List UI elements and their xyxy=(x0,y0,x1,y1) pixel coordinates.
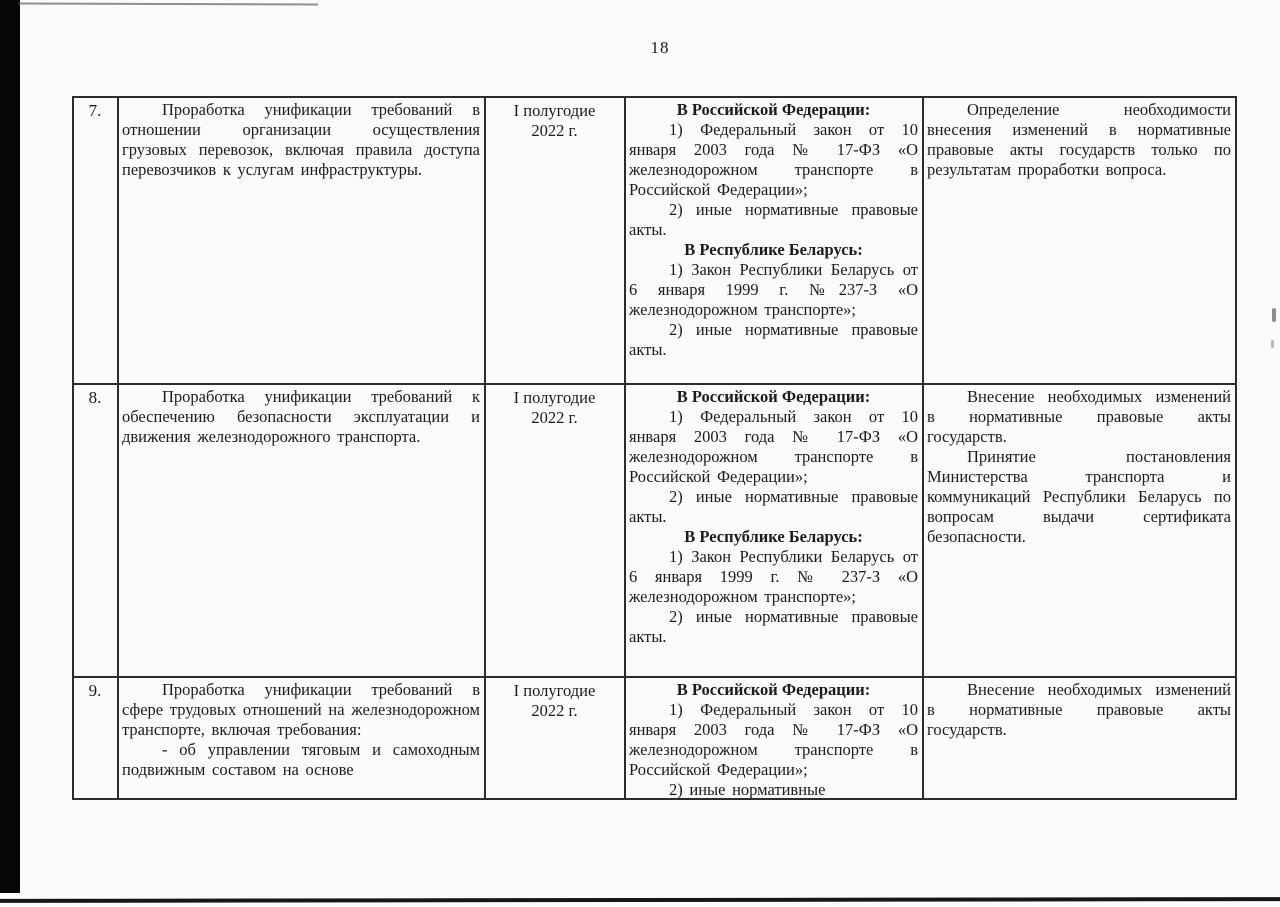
table-row xyxy=(74,676,1235,798)
scan-edge-top xyxy=(18,2,318,5)
result-paragraph: Принятие постановления Министерства транспорта и коммуникаций Республики Беларусь по вопросам выдачи сертификата безопасности. xyxy=(927,447,1231,546)
task-paragraph: Проработка унификации требований к обеспечению безопасности эксплуатации и движения железнодорожного транспорта. xyxy=(122,387,480,446)
jurisdiction-header: В Российской Федерации: xyxy=(676,680,871,699)
term-cell xyxy=(484,98,624,383)
legal-act-item: 2) иные нормативные правовые акты. xyxy=(629,487,918,526)
expected-result-cell xyxy=(922,385,1235,676)
term-line: 2022 г. xyxy=(531,408,578,427)
expected-result-cell xyxy=(922,678,1235,798)
row-number: 7. xyxy=(88,101,102,120)
term-line: 2022 г. xyxy=(531,121,578,140)
result-paragraph: Определение необходимости внесения изменений в нормативные правовые акты государств только по результатам проработки вопроса. xyxy=(927,100,1231,179)
legal-act-item: 2) иные нормативные правовые акты. xyxy=(629,320,918,359)
term-cell xyxy=(484,385,624,676)
scan-artifact xyxy=(1272,308,1276,322)
legal-act-item: 1) Закон Республики Беларусь от 6 января 1999 г. № 237-З «О железнодорожном транспорте»; xyxy=(629,547,918,606)
row-number-cell xyxy=(74,98,117,383)
legal-act-item: 1) Федеральный закон от 10 января 2003 года № 17-ФЗ «О железнодорожном транспорте в Российской Федерации»; xyxy=(629,700,918,779)
task-paragraph: - об управлении тяговым и самоходным подвижным составом на основе xyxy=(122,740,480,779)
task-cell xyxy=(117,385,484,676)
jurisdiction-header: В Российской Федерации: xyxy=(676,100,871,119)
legal-act-item: 1) Федеральный закон от 10 января 2003 года № 17-ФЗ «О железнодорожном транспорте в Российской Федерации»; xyxy=(629,120,918,199)
row-number-cell xyxy=(74,385,117,676)
legal-act-item: 1) Федеральный закон от 10 января 2003 года № 17-ФЗ «О железнодорожном транспорте в Российской Федерации»; xyxy=(629,407,918,486)
legal-act-item: 1) Закон Республики Беларусь от 6 января 1999 г. №237-З «О железнодорожном транспорте»; xyxy=(629,260,918,319)
jurisdiction-header: В Российской Федерации: xyxy=(676,387,871,406)
scan-artifact xyxy=(1271,340,1274,348)
row-number: 8. xyxy=(88,388,102,407)
legal-basis-cell xyxy=(624,98,922,383)
table-row xyxy=(74,98,1235,383)
jurisdiction-header: В Республике Беларусь: xyxy=(684,527,863,546)
legal-act-item: 2) иные нормативные правовые акты. xyxy=(629,607,918,646)
legal-act-item: 2) иные нормативные xyxy=(669,780,826,798)
jurisdiction-header: В Республике Беларусь: xyxy=(684,240,863,259)
legal-act-item: 2) иные нормативные правовые акты. xyxy=(629,200,918,239)
result-paragraph: Внесение необходимых изменений в нормативные правовые акты государств. xyxy=(927,680,1231,739)
term-line: I полугодие xyxy=(513,388,596,407)
legal-basis-cell xyxy=(624,385,922,676)
term-cell xyxy=(484,678,624,798)
task-paragraph: Проработка унификации требований в сфере трудовых отношений на железнодорожном транспорте, включая требования: xyxy=(122,680,480,739)
schedule-table xyxy=(72,96,1237,800)
term-line: I полугодие xyxy=(513,101,596,120)
task-cell xyxy=(117,678,484,798)
task-paragraph: Проработка унификации требований в отношении организации осуществления грузовых перевозок, включая правила доступа перевозчиков к услугам инфраструктуры. xyxy=(122,100,480,179)
row-number: 9. xyxy=(88,681,102,700)
table-row xyxy=(74,383,1235,676)
expected-result-cell xyxy=(922,98,1235,383)
page-number: 18 xyxy=(650,38,670,57)
task-cell xyxy=(117,98,484,383)
scan-edge-bottom xyxy=(0,897,1280,903)
row-number-cell xyxy=(74,678,117,798)
term-line: I полугодие xyxy=(513,681,596,700)
scan-edge-left xyxy=(0,0,20,893)
result-paragraph: Внесение необходимых изменений в нормативные правовые акты государств. xyxy=(927,387,1231,446)
legal-basis-cell xyxy=(624,678,922,798)
term-line: 2022 г. xyxy=(531,701,578,720)
